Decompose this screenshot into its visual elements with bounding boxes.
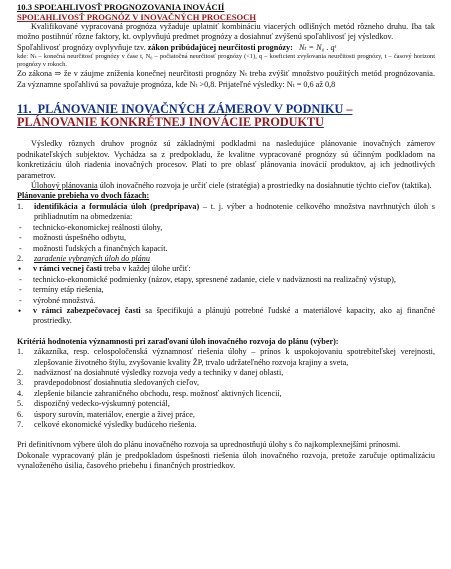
list-item: - technicko-ekonomickej reálnosti úlohy,: [17, 223, 435, 233]
criteria-item: 6. úspory surovín, materiálov, energie a živej práce,: [17, 409, 195, 419]
law-name: zákon pribúdajúcej neurčitosti prognózy:: [147, 42, 293, 52]
section-heading: 10.3 SPOĽAHLIVOSŤ PROGNOZOVANIA INOVÁCIÍ: [17, 2, 225, 12]
part-material-title: v rámci vecnej časti: [33, 264, 102, 274]
part-material: [17, 264, 435, 274]
chapter-intro: Výsledky rôznych druhov prognóz sú základnými podkladmi na nasledujúce plánovanie inovačných zámerov podnikateľských subjektov. Vychádza sa z predpokladu, že kvalitne vypracované prognózy sú účinným podkladom na konkretizáciu úloh riadenia inovačných procesov. Platí to pre oblasť plánovania inovácií produktov, aj ich jednotlivých parametrov.: [17, 139, 435, 180]
phases-heading: Plánovanie prebieha vo dvoch fázach:: [17, 191, 150, 201]
paragraph-conclusion: Zo zákona ⇒ že v záujme zníženia konečnej neurčitosti prognózy Nₜ treba zvýšiť množstvo použitých metód prognózovania. Za významne spoľahlivú sa považuje prognóza, kde Nₜ >0,8. Prijateľné výsledky: Nₜ = 0,6 až 0,8: [17, 69, 435, 89]
phase-2-number: 2.: [17, 253, 24, 263]
phase-1-text: – t. j. výber a hodnotenie celkového množstva navrhnutých úloh s prihliadnutím na obmedzenia:: [34, 201, 435, 222]
criteria-item: 7. celkové ekonomické výsledky budúceho riešenia.: [17, 420, 197, 429]
phase-2-parts: [17, 264, 435, 274]
phase-1-number: 1.: [17, 201, 24, 211]
list-item: - termíny etáp riešenia,: [17, 285, 435, 295]
list-item: - technicko-ekonomické podmienky (názov, etapy, spresnené zadanie, ciele v nadväznosti na realizačný výstup),: [17, 275, 435, 285]
law-lead: Spoľahlivosť prognózy ovplyvňuje tzv.: [17, 42, 146, 52]
material-items: [17, 275, 435, 306]
section-subheading: SPOĽAHLIVOSŤ PROGNÓZ V INOVAČNÝCH PROCESOCH: [17, 12, 257, 22]
chapter-title: [17, 103, 435, 129]
phases-list-2: [17, 254, 435, 264]
criteria-item: 3. pravdepodobnosť dosiahnutia sledovaných cieľov,: [17, 378, 200, 388]
part-support-text: sa špecifikujú a plánujú potrebné ľudské a materiálové kapacity, ako aj finančné prostriedky.: [33, 305, 435, 326]
closing-paragraph-1: Pri definitívnom výbere úloh do plánu inovačného rozvoja sa uprednostňujú úlohy s čo najkomplexnejšími prínosmi.: [17, 440, 401, 450]
chapter-number: 11.: [17, 102, 32, 117]
criteria-heading: Kritériá hodnotenia významnosti pri zaraďovaní úloh inovačného rozvoja do plánu (výber):: [17, 336, 339, 346]
phase-1-title: identifikácia a formulácia úloh (predprípava): [34, 201, 200, 211]
part-material-text: treba v každej úlohe určiť:: [101, 264, 191, 274]
paragraph-law: [17, 43, 435, 53]
phases-list: [17, 202, 435, 223]
criteria-item: 5. dispozičný vedecko-výskumný potenciál,: [17, 399, 170, 409]
phase-1: [17, 202, 435, 223]
list-item: - možnosti úspešného odbytu,: [17, 233, 435, 243]
planning-goal-text: úloh inovačného rozvoja je určiť ciele (stratégia) a prostriedky na dosiahnutie týchto cieľov (taktika).: [97, 181, 432, 191]
chapter-title-main: PLÁNOVANIE INOVAČNÝCH ZÁMEROV V PODNIKU: [37, 102, 344, 117]
closing-paragraph-2: Dokonale vypracovaný plán je predpokladom úspešnosti riešenia úloh inovačného rozvoja, pretože zaručuje optimalizáciu vynaloženého úsilia, časového priebehu i finančných prostriedkov.: [17, 450, 435, 471]
formula-legend: kde: Nₜ – konečná neurčitosť prognózy v čase t, N₀ – počiatočná neurčitosť prognózy (<1), q – koeficient zvyšovania neurčitosti prognózy, t – časový horizont prognózy v rokoch.: [17, 53, 435, 69]
law-formula: Nₜ = N₀ . qᵗ: [299, 42, 337, 52]
part-support: [17, 306, 435, 327]
planning-goal-term: Úlohový plánovania: [31, 181, 98, 191]
paragraph-methods: Kvalifikované vypracovaná prognóza vyžaduje uplatniť kombináciu viacerých odlišných metód rôzneho druhu. Iba tak možno postihnúť rôzne faktory, kt. ovplyvňujú predmet prognózy a dosiahnuť zvýšenú spoľahlivosť jej výsledkov.: [17, 22, 435, 42]
chapter-title-separator: –: [343, 102, 353, 117]
phase-2-parts-b: [17, 306, 435, 327]
phase-2-title: zaradenie vybraných úloh do plánu: [34, 253, 150, 263]
phase-1-constraints: [17, 223, 435, 254]
chapter-title-sub: PLÁNOVANIE KONKRÉTNEJ INOVÁCIE PRODUKTU: [17, 115, 324, 130]
criteria-list: [17, 347, 435, 430]
planning-goal: [17, 181, 435, 191]
criteria-item: 4. zlepšenie bilancie zahraničného obchodu, resp. možnosť aktivných licencií,: [17, 388, 282, 398]
criteria-item: 2. nadväznosť na dosiahnuté výsledky rozvoja vedy a techniky v danej oblasti,: [17, 367, 284, 377]
phase-2: [17, 254, 435, 264]
criteria-item: 1. zákazníka, resp. celospoločenská významnosť riešenia úlohy – prínos k uspokojovaniu spotrebiteľskej verejnosti, zlepšovanie životného štýlu, zvyšovanie kvality ŽP, trvalo udržateľného rozvoja krajiny a sveta,: [17, 347, 435, 367]
part-support-title: v rámci zabezpečovacej časti: [33, 305, 141, 315]
list-item: - možnosti ľudských a finančných kapacít.: [17, 244, 435, 254]
list-item: - výrobné množstvá.: [17, 296, 435, 306]
